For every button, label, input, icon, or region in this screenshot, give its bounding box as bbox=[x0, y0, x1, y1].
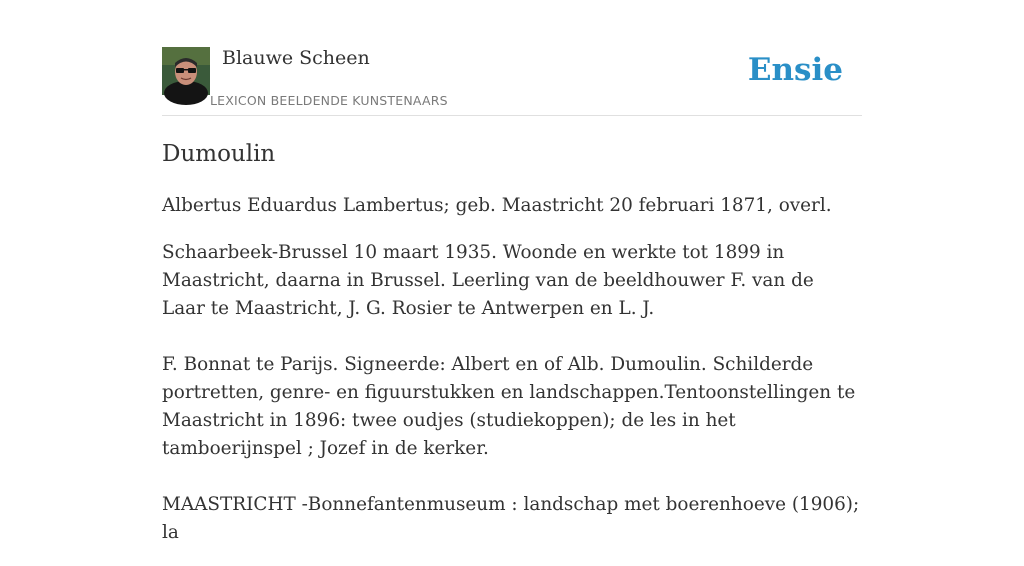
article-paragraph: Schaarbeek-Brussel 10 maart 1935. Woonde en werkte tot 1899 in Maastricht, daarna in Brussel. Leerling van de beeldhouwer F. van de Laar te Maastricht, J. G. Rosier te Antwerpen en L. J. bbox=[162, 242, 814, 319]
author-name-link[interactable]: Blauwe Scheen bbox=[222, 47, 370, 69]
article-paragraph: MAASTRICHT -Bonnefantenmuseum : landschap met boerenhoeve (1906); la bbox=[162, 494, 860, 543]
article-paragraph: F. Bonnat te Parijs. Signeerde: Albert en of Alb. Dumoulin. Schilderde portretten, genre- en figuurstukken en landschappen.Tentoonstellingen te Maastricht in 1896: twee oudjes (studiekoppen); de les in het tamboerijnspel ; Jozef in de kerker. bbox=[162, 354, 856, 459]
author-avatar[interactable] bbox=[162, 47, 210, 95]
brand-logo[interactable]: Ensie bbox=[747, 52, 843, 88]
article-title: Dumoulin bbox=[162, 141, 276, 167]
article-body bbox=[162, 192, 862, 566]
category-link[interactable]: LEXICON BEELDENDE KUNSTENAARS bbox=[210, 93, 448, 108]
avatar-photo-icon bbox=[162, 47, 210, 95]
article-paragraph: Albertus Eduardus Lambertus; geb. Maastricht 20 februari 1871, overl. bbox=[162, 195, 832, 216]
header-divider bbox=[162, 115, 862, 116]
